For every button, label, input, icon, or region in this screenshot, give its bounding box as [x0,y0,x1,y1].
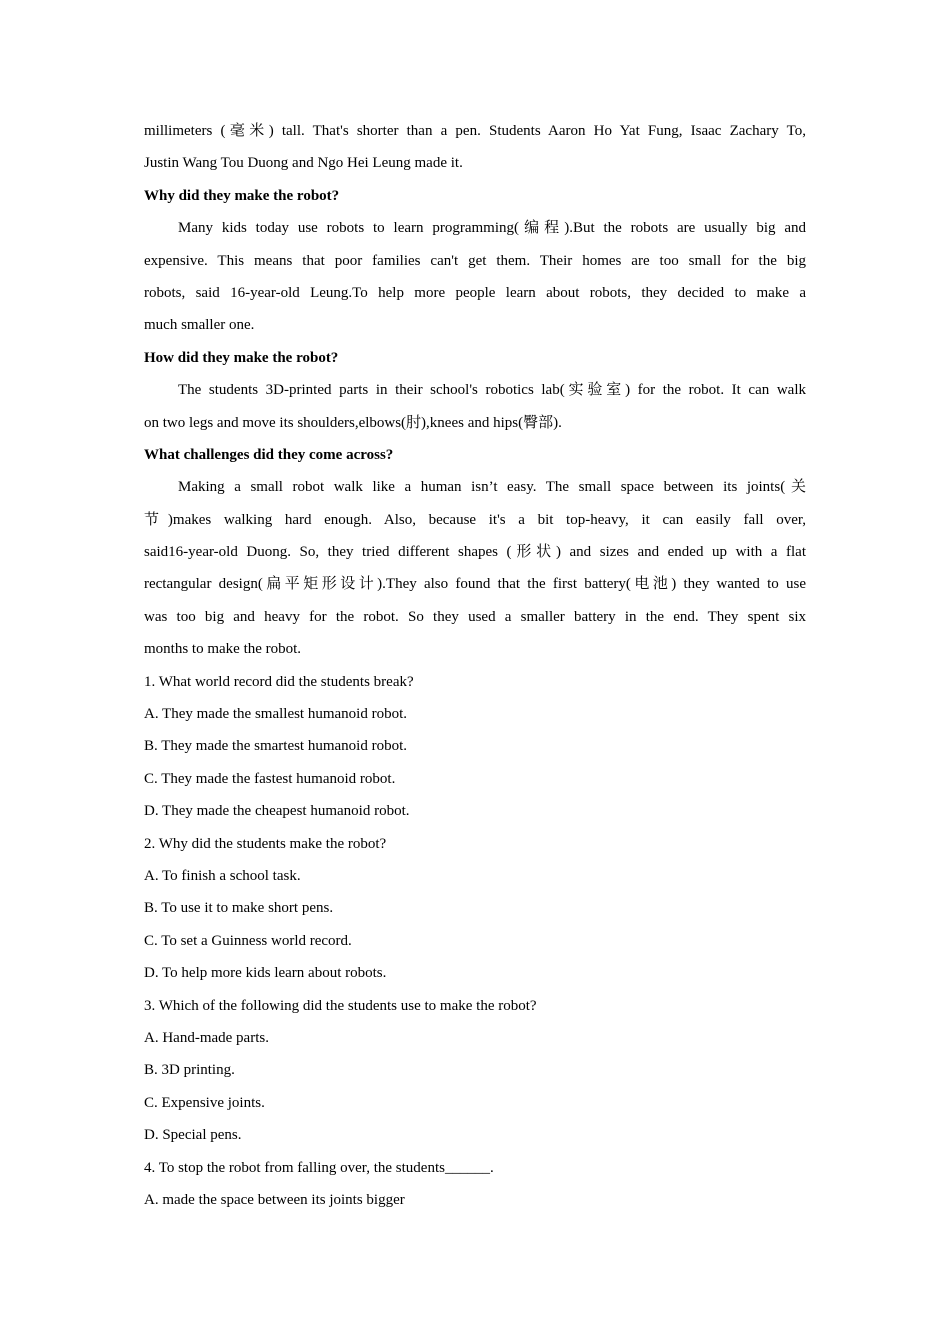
answer-option: A. To finish a school task. [144,867,301,884]
paragraph-line: rectangular design(扁平矩形设计).They also found that the first battery(电池) they wanted to use [144,576,806,593]
paragraph-line: much smaller one. [144,317,255,334]
paragraph-line: 节)makes walking hard enough. Also, because it's a bit top-heavy, it can easily fall over, [144,511,806,528]
answer-option: A. made the space between its joints bigger [144,1191,405,1208]
paragraph-line: said16-year-old Duong. So, they tried different shapes (形状) and sizes and ended up with a flat [144,544,806,561]
answer-option: B. To use it to make short pens. [144,900,334,917]
paragraph-line: millimeters (毫米) tall. That's shorter than a pen. Students Aaron Ho Yat Fung, Isaac Zachary To, [144,123,806,139]
paragraph [144,374,806,439]
question-text: 1. What world record did the students break? [144,673,414,690]
answer-option: B. They made the smartest humanoid robot. [144,738,408,755]
paragraph-line: Making a small robot walk like a human isn’t easy. The small space between its joints(关 [178,479,806,496]
paragraph-line: expensive. This means that poor families can't get them. Their homes are too small for the big [144,252,806,269]
paragraph [144,115,806,180]
section-heading: Why did they make the robot? [144,187,340,204]
paragraph-line: Justin Wang Tou Duong and Ngo Hei Leung made it. [144,155,463,172]
question-text: 2. Why did the students make the robot? [144,835,387,852]
answer-option: D. They made the cheapest humanoid robot. [144,803,410,820]
paragraph-line: The students 3D-printed parts in their school's robotics lab(实验室) for the robot. It can walk [178,382,806,399]
section-heading: What challenges did they come across? [144,446,394,463]
paragraph-line: was too big and heavy for the robot. So they used a smaller battery in the end. They spent six [144,608,806,625]
answer-option: C. Expensive joints. [144,1094,265,1111]
answer-option: C. To set a Guinness world record. [144,932,352,949]
document-page [144,115,806,1216]
answer-option: A. Hand-made parts. [144,1029,269,1046]
answer-option: C. They made the fastest humanoid robot. [144,770,396,787]
question-text: 3. Which of the following did the students use to make the robot? [144,997,537,1014]
paragraph [144,212,806,342]
answer-option: A. They made the smallest humanoid robot. [144,706,408,723]
paragraph [144,471,806,665]
section-heading: How did they make the robot? [144,349,339,366]
answer-option: D. To help more kids learn about robots. [144,965,387,982]
question-text: 4. To stop the robot from falling over, the students______. [144,1159,494,1176]
answer-option: D. Special pens. [144,1127,242,1144]
answer-option: B. 3D printing. [144,1062,235,1079]
paragraph-line: months to make the robot. [144,641,302,658]
paragraph-line: Many kids today use robots to learn programming(编程).But the robots are usually big and [178,220,806,237]
paragraph-line: robots, said 16-year-old Leung.To help more people learn about robots, they decided to make a [144,284,806,301]
paragraph-line: on two legs and move its shoulders,elbows(肘),knees and hips(臀部). [144,414,562,431]
